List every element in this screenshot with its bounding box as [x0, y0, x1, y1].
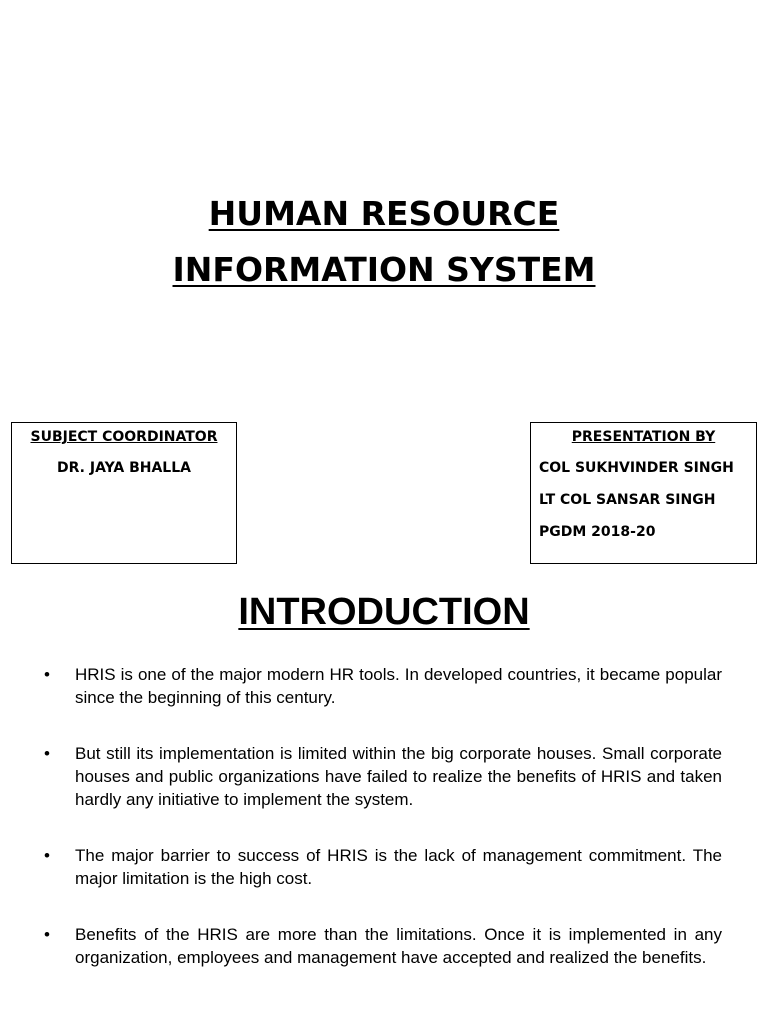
title-line-1: HUMAN RESOURCE — [208, 194, 560, 233]
coordinator-name: DR. JAYA BHALLA — [57, 460, 191, 476]
list-item — [44, 663, 722, 709]
presenter-name-2: LT COL SANSAR SINGH — [539, 492, 716, 508]
presenter-batch: PGDM 2018-20 — [539, 524, 656, 540]
bullet-icon: • — [44, 744, 50, 763]
bullet-icon: • — [44, 925, 50, 944]
presentation-by-box — [530, 422, 757, 564]
presenter-heading: PRESENTATION BY — [571, 429, 716, 445]
bullet-icon: • — [44, 665, 50, 684]
bullet-icon: • — [44, 846, 50, 865]
section-heading-introduction: INTRODUCTION — [238, 591, 530, 633]
subject-coordinator-box — [11, 422, 237, 564]
list-item — [44, 844, 722, 890]
bullet-text: HRIS is one of the major modern HR tools. In developed countries, it became popular since the beginning of this century. — [75, 665, 722, 707]
page-title — [0, 186, 768, 298]
coordinator-heading: SUBJECT COORDINATOR — [30, 429, 218, 445]
bullet-text: The major barrier to success of HRIS is the lack of management commitment. The major limitation is the high cost. — [75, 846, 722, 888]
title-line-2: INFORMATION SYSTEM — [172, 250, 596, 289]
bullet-text: But still its implementation is limited within the big corporate houses. Small corporate houses and public organizations have failed to realize the benefits of HRIS and taken hardly any initiative to implement the system. — [75, 744, 722, 809]
list-item — [44, 742, 722, 811]
introduction-bullet-list — [0, 663, 768, 1002]
list-item — [44, 923, 722, 969]
presenter-name-1: COL SUKHVINDER SINGH — [539, 460, 734, 476]
bullet-text: Benefits of the HRIS are more than the limitations. Once it is implemented in any organization, employees and management have accepted and realized the benefits. — [75, 925, 722, 967]
